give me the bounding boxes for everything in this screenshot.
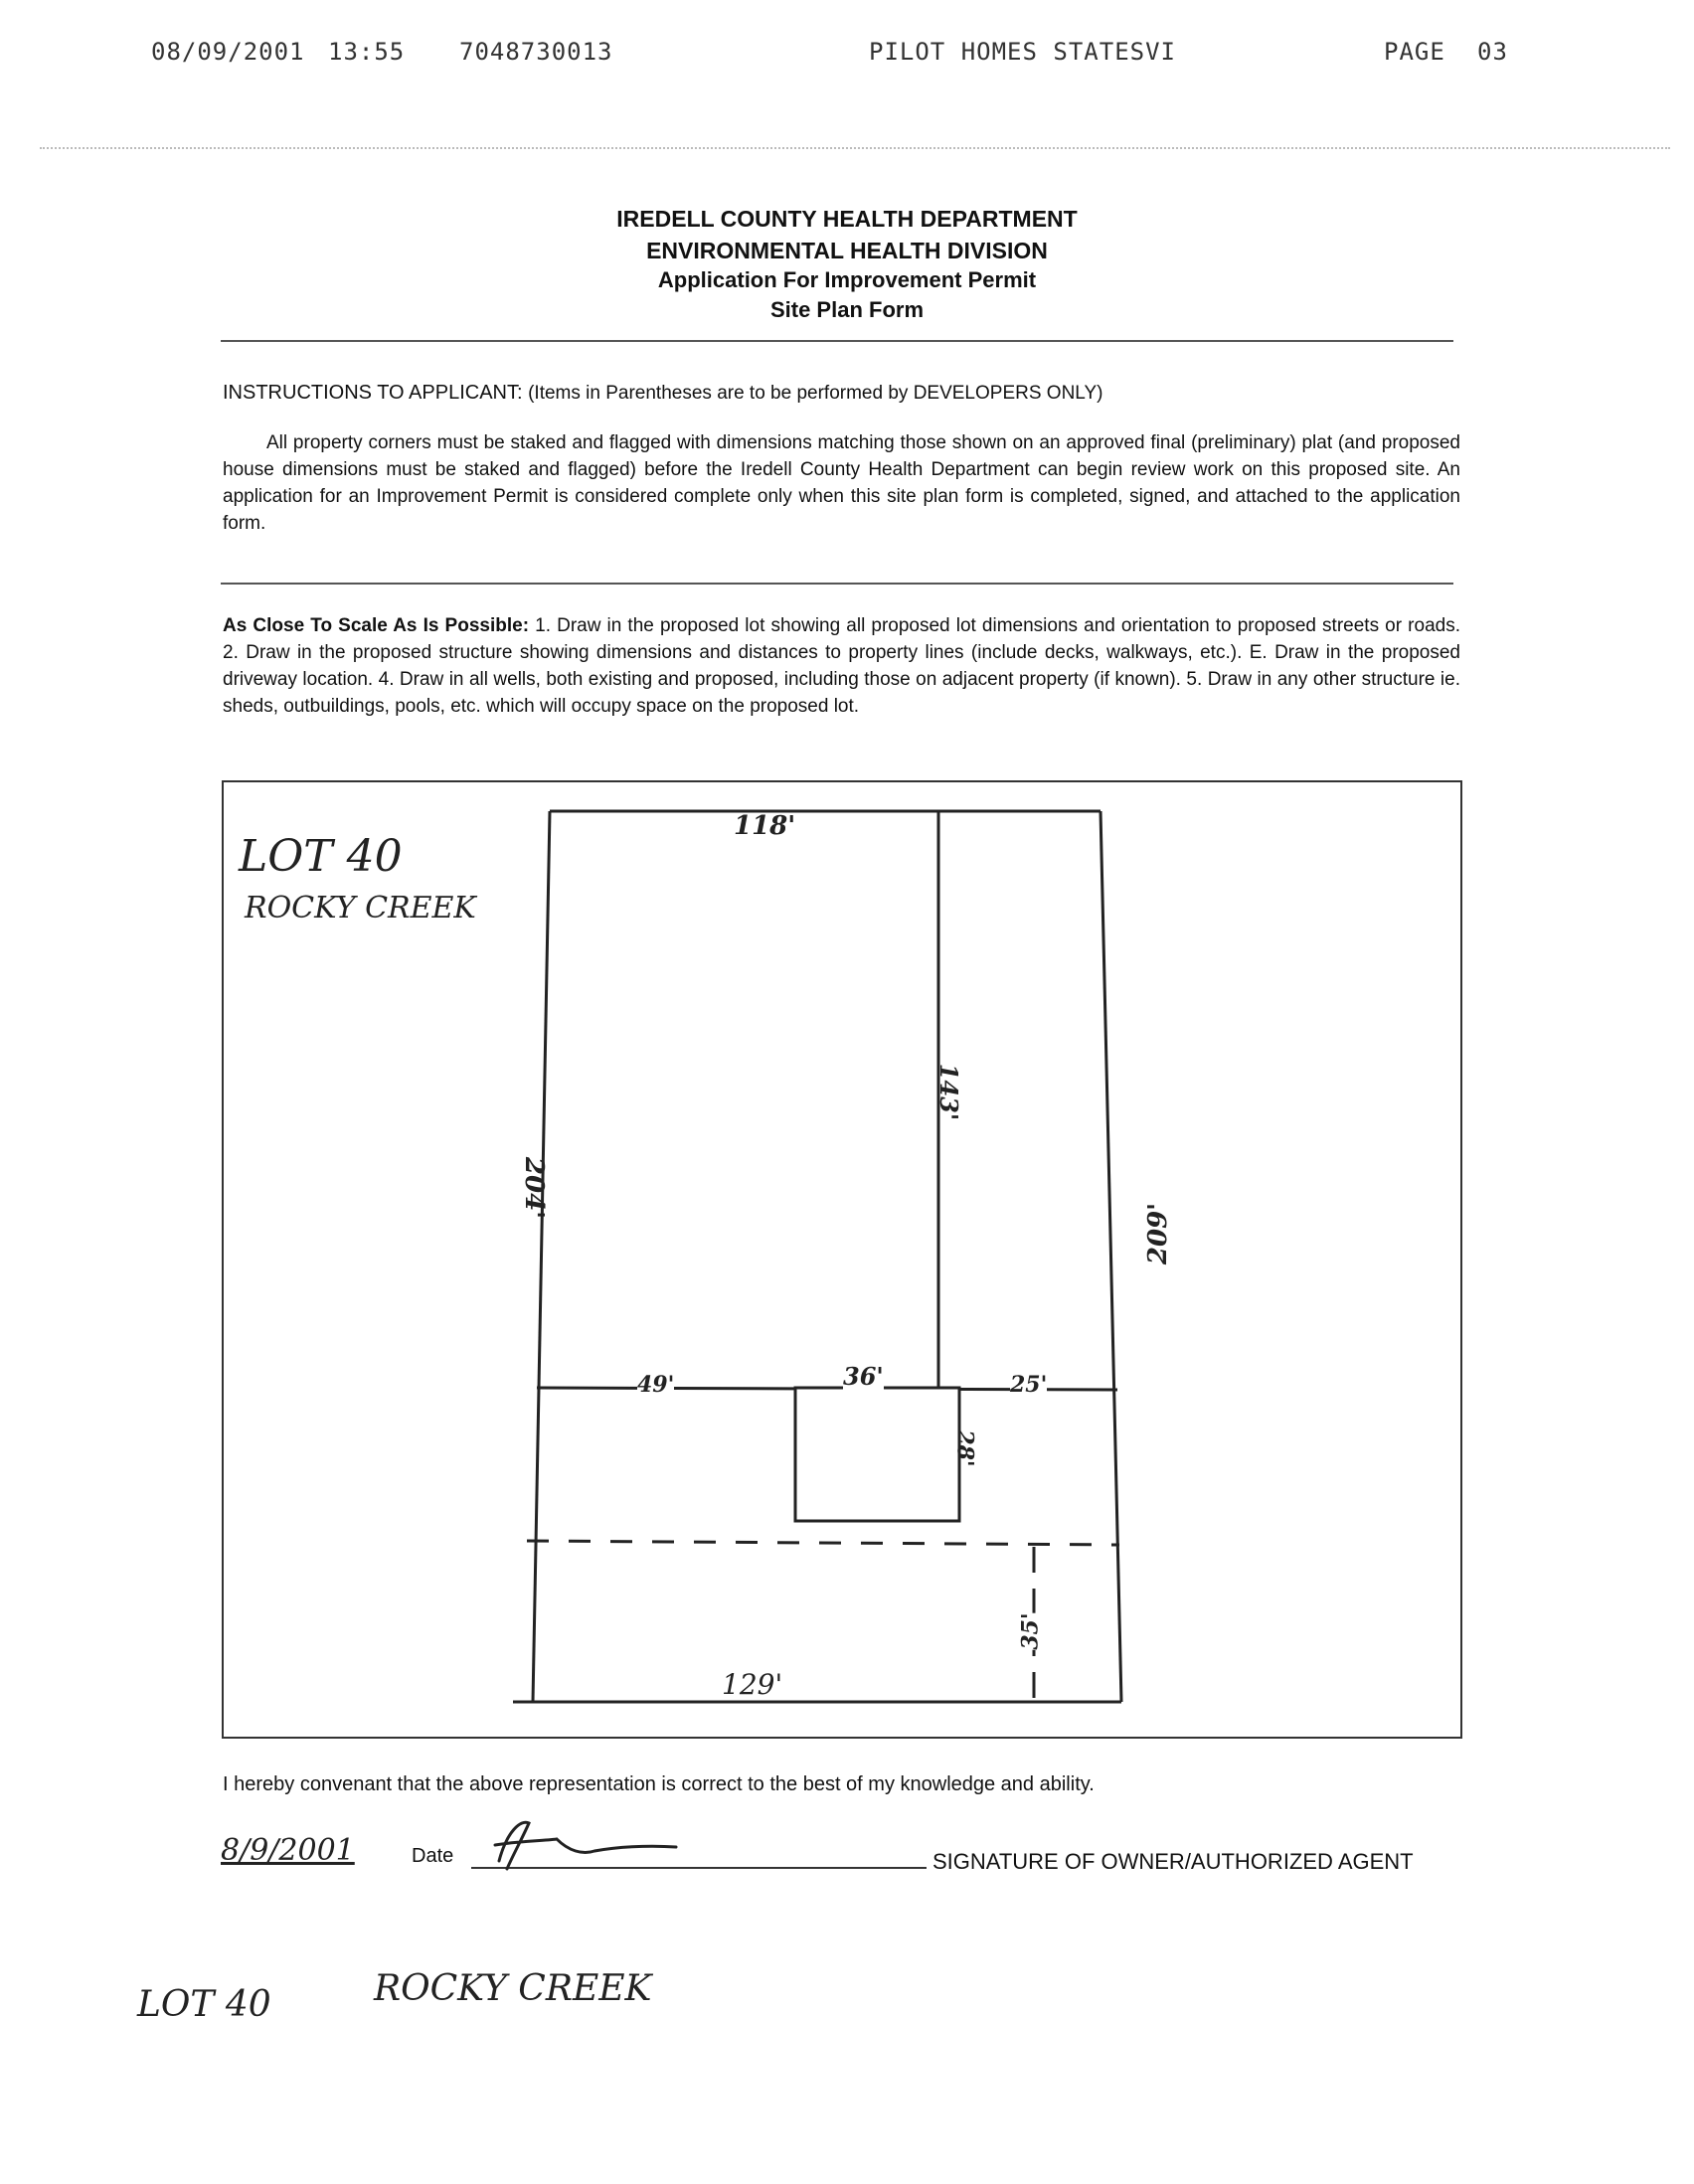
fax-page-label: PAGE — [1384, 38, 1445, 66]
dim-setback-left: 49' — [637, 1372, 675, 1398]
instructions-body: All property corners must be staked and flagged with dimensions matching those shown on an approved final (preliminary) plat (and proposed house dimensions must be staked and flagged) before the Iredell County Health Department can begin review work on this proposed site. An application for an Improvement Permit is considered complete only when this site plan form is completed, signed, and attached to the application form. — [223, 432, 1460, 534]
dim-front: 35' — [1017, 1612, 1044, 1650]
scale-note-label: As Close To Scale As Is Possible: — [223, 615, 530, 636]
signed-date: 8/9/2001 — [221, 1833, 355, 1868]
dim-bottom: 129' — [722, 1668, 783, 1701]
scale-note-text: 1. Draw in the proposed lot showing all proposed lot dimensions and orientation to proposed streets or roads. 2. Draw in the proposed structure showing dimensions and distances to property lines (include decks, walkways, etc.). E. Draw in the proposed driveway location. 4. Draw in all wells, both existing and proposed, including those on adjacent property (if known). 5. Draw in any other structure ie. sheds, outbuildings, pools, etc. which will occupy space on the proposed lot. — [223, 615, 1460, 717]
lot-line-left — [533, 811, 550, 1702]
lot-line-right — [1101, 811, 1121, 1702]
dim-right: 209' — [1143, 1202, 1174, 1265]
subdivision-label: ROCKY CREEK — [245, 891, 476, 925]
dim-house-depth: 28' — [951, 1429, 978, 1467]
house-footprint — [795, 1388, 959, 1521]
dim-house-width: 36' — [843, 1362, 884, 1391]
heading-line-2: ENVIRONMENTAL HEALTH DIVISION — [646, 238, 1048, 263]
dim-top: 118' — [734, 811, 796, 841]
fax-number: 7048730013 — [459, 38, 613, 66]
heading-line-4: Site Plan Form — [769, 297, 925, 322]
heading-line-3: Application For Improvement Permit — [657, 267, 1037, 292]
date-label: Date — [412, 1845, 454, 1867]
fax-date: 08/09/2001 — [151, 38, 305, 66]
fax-sender: PILOT HOMES STATESVI — [869, 38, 1176, 66]
lot-label: LOT 40 — [239, 831, 403, 882]
dim-left: 204' — [519, 1156, 550, 1220]
dashed-line — [527, 1541, 1119, 1545]
footer-lot: LOT 40 — [137, 1984, 271, 2025]
footer-subdivision: ROCKY CREEK — [374, 1968, 652, 2009]
owner-signature — [477, 1811, 696, 1875]
dim-setback-right: 25' — [1010, 1372, 1048, 1398]
fax-time: 13:55 — [328, 38, 406, 66]
instructions-note: (Items in Parentheses are to be performed by DEVELOPERS ONLY) — [528, 383, 1103, 404]
heading-line-1: IREDELL COUNTY HEALTH DEPARTMENT — [616, 206, 1078, 232]
signature-label: SIGNATURE OF OWNER/AUTHORIZED AGENT — [932, 1849, 1414, 1874]
fax-page-number: 03 — [1477, 38, 1508, 66]
instructions-title: INSTRUCTIONS TO APPLICANT: — [223, 382, 523, 404]
certification-statement: I hereby convenant that the above representation is correct to the best of my knowledge and ability. — [223, 1773, 1095, 1795]
dim-inner: 143' — [934, 1063, 964, 1121]
